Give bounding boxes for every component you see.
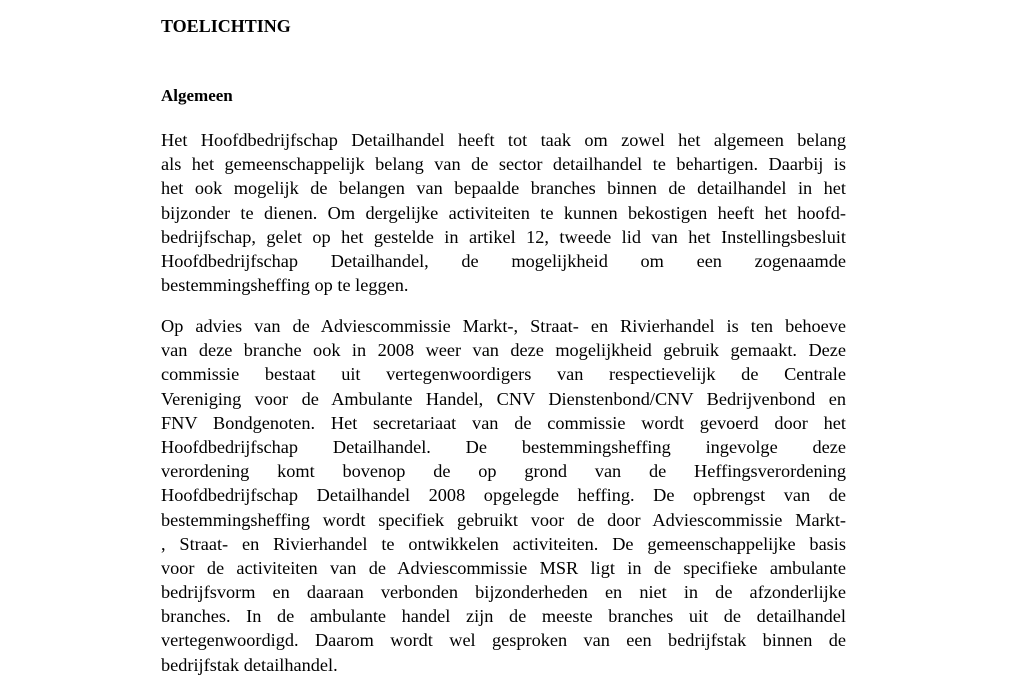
paragraph-line: Hoofdbedrijfschap Detailhandel 2008 opgelegde heffing. De opbrengst van de <box>161 485 846 506</box>
paragraph-line: bestemmingsheffing wordt specifiek gebruikt voor de door Adviescommissie Markt- <box>161 509 846 530</box>
paragraph-line: branches. In de ambulante handel zijn de meeste branches uit de detailhandel <box>161 606 846 627</box>
paragraph-line: het ook mogelijk de belangen van bepaalde branches binnen de detailhandel in het <box>161 178 846 199</box>
paragraph-line: verordening komt bovenop de op grond van de Heffingsverordening <box>161 461 846 482</box>
paragraph-line: , Straat- en Rivierhandel te ontwikkelen activiteiten. De gemeenschappelijke basis <box>161 533 846 554</box>
paragraph-line: commissie bestaat uit vertegenwoordigers van respectievelijk de Centrale <box>161 364 846 385</box>
paragraph-1 <box>161 128 846 297</box>
paragraph-line: bedrijfstak detailhandel. <box>161 654 338 675</box>
paragraph-line: Het Hoofdbedrijfschap Detailhandel heeft tot taak om zowel het algemeen belang <box>161 130 846 150</box>
paragraph-line: vertegenwoordigd. Daarom wordt wel gesproken van een bedrijfstak binnen de <box>161 630 846 651</box>
document-title: TOELICHTING <box>161 16 291 36</box>
paragraph-line: FNV Bondgenoten. Het secretariaat van de commissie wordt gevoerd door het <box>161 412 846 433</box>
paragraph-line: Hoofdbedrijfschap Detailhandel. De bestemmingsheffing ingevolge deze <box>161 436 846 457</box>
section-heading: Algemeen <box>161 86 233 105</box>
paragraph-line: Hoofdbedrijfschap Detailhandel, de mogelijkheid om een zogenaamde <box>161 250 846 271</box>
paragraph-line: voor de activiteiten van de Adviescommissie MSR ligt in de specifieke ambulante <box>161 557 846 578</box>
paragraph-line: van deze branche ook in 2008 weer van deze mogelijkheid gebruik gemaakt. Deze <box>161 340 846 361</box>
paragraph-line: bedrijfschap, gelet op het gestelde in artikel 12, tweede lid van het Instellingsbesluit <box>161 226 846 247</box>
paragraph-2 <box>161 314 846 677</box>
paragraph-line: bedrijfsvorm en daaraan verbonden bijzonderheden en niet in de afzonderlijke <box>161 582 846 603</box>
paragraph-line: Op advies van de Adviescommissie Markt-, Straat- en Rivierhandel is ten behoeve <box>161 316 846 336</box>
paragraph-line: bestemmingsheffing op te leggen. <box>161 275 409 296</box>
paragraph-line: als het gemeenschappelijk belang van de sector detailhandel te behartigen. Daarbij is <box>161 154 846 175</box>
paragraph-line: Vereniging voor de Ambulante Handel, CNV Dienstenbond/CNV Bedrijvenbond en <box>161 388 846 409</box>
paragraph-line: bijzonder te dienen. Om dergelijke activiteiten te kunnen bekostigen heeft het hoofd- <box>161 202 846 223</box>
